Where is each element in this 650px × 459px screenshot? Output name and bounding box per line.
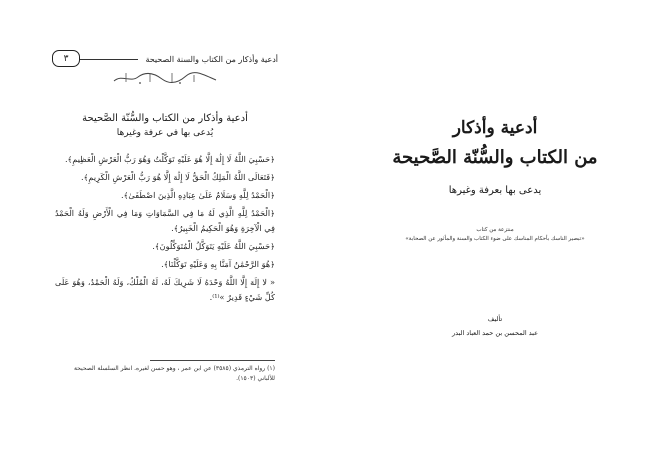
book-subtitle: يدعى بها بعرفة وغيرها: [448, 185, 542, 196]
page-number: ٣: [52, 50, 80, 67]
dua-item: « لا إِلَهَ إِلَّا اللَّهُ وَحْدَهُ لَا شَرِيكَ لَهُ، لَهُ الْمُلْكُ، وَلَهُ الْحَمْدُ، وَهُوَ عَلَى كُلِّ شَيْءٍ قَدِيرٌ »⁽¹⁾.: [55, 277, 275, 302]
running-head: [52, 52, 278, 66]
footnote: (١) رواه الترمذي (٣٥٨٥) عن ابن عمر ، وهو حسن لغيره. انظر السلسلة الصحيحة للألباني (١٥٠٣).: [73, 365, 275, 382]
dua-item: ﴿هُوَ الرَّحْمَٰنُ آمَنَّا بِهِ وَعَلَيْهِ تَوَكَّلْنَا﴾.: [161, 259, 275, 269]
dua-item: ﴿الْحَمْدُ لِلَّهِ وَسَلَامٌ عَلَىٰ عِبَادِهِ الَّذِينَ اصْطَفَىٰ﴾.: [121, 190, 275, 200]
author-name: عبد المحسن بن حمد العباد البدر: [451, 329, 539, 337]
dua-item: ﴿حَسْبِيَ اللَّهُ عَلَيْهِ يَتَوَكَّلُ الْمُتَوَكِّلُونَ﴾.: [152, 241, 275, 251]
byline-label: تأليف: [487, 315, 503, 323]
book-title-line2: من الكتاب والسُّنّة الصَّحيحة: [392, 147, 598, 168]
section-title: أدعية وأذكار من الكتاب والسُّنّة الصَّحيحة: [82, 113, 248, 124]
dua-list: [55, 152, 275, 308]
dua-item: ﴿فَتَعَالَى اللَّهُ الْمَلِكُ الْحَقُّ لَا إِلَٰهَ إِلَّا هُوَ رَبُّ الْعَرْشِ الْكَرِيمِ﴾.: [81, 172, 275, 182]
section-subtitle: يُدعى بها في عرفة وغيرها: [116, 128, 214, 138]
dua-item: ﴿الْحَمْدُ لِلَّهِ الَّذِي لَهُ مَا فِي السَّمَاوَاتِ وَمَا فِي الْأَرْضِ وَلَهُ الْحَمْدُ فِي الْآخِرَةِ وَهُوَ الْحَكِيمُ الْخَبِيرُ﴾.: [55, 208, 275, 233]
running-head-title: أدعية وأذكار من الكتاب والسنة الصحيحة: [145, 54, 278, 64]
footnote-rule: [150, 360, 275, 361]
dua-item: ﴿حَسْبِيَ اللَّهُ لَا إِلَٰهَ إِلَّا هُوَ عَلَيْهِ تَوَكَّلْتُ وَهُوَ رَبُّ الْعَرْشِ الْعَظِيمِ﴾.: [64, 154, 275, 164]
excerpt-note: [380, 226, 610, 244]
excerpt-line: منتزعة من كتاب: [476, 227, 514, 233]
right-page: [325, 0, 650, 459]
excerpt-line: «تبصير الناسك بأحكام المناسك على ضوء الكتاب والسنة والمأثور عن الصحابة»: [405, 236, 585, 242]
book-title-line1: أدعية وأذكار: [452, 118, 538, 138]
basmala-calligraphy-ornament: [110, 70, 220, 86]
